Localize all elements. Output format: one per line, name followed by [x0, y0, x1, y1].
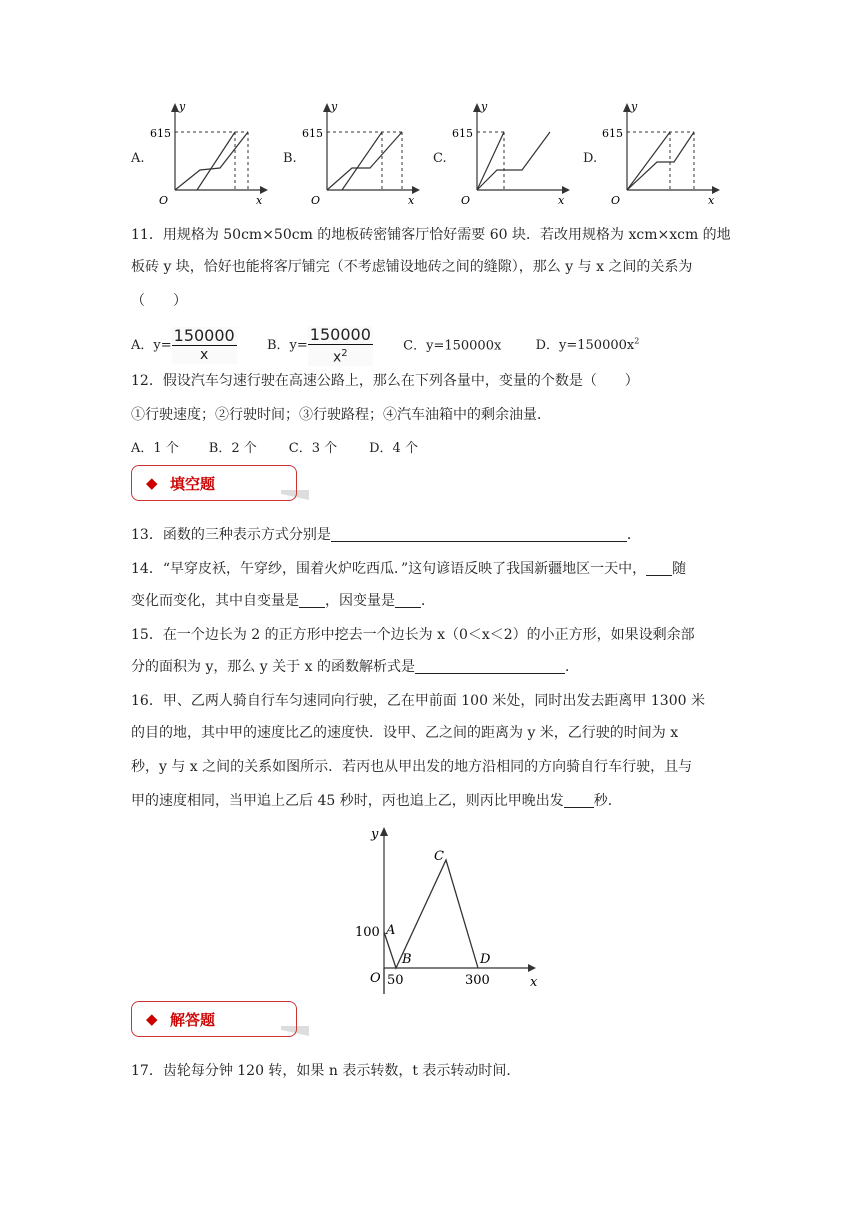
q13: 13．函数的三种表示方式分别是 ． — [131, 527, 641, 543]
q16-line4: 甲的速度相同，当甲追上乙后 45 秒时，丙也追上乙，则丙比甲晚出发 秒． — [131, 793, 622, 809]
option-b-graph — [302, 100, 422, 210]
tick-100: 100 — [355, 925, 380, 940]
q12-options — [131, 438, 418, 460]
q11-option-b: B．y= $\frac{150000}{x^2}$ — [267, 324, 371, 366]
section-title: 解答题 — [170, 1011, 216, 1029]
answer-blank[interactable] — [564, 791, 594, 808]
section-fill-header — [131, 465, 297, 501]
q11-option-c: C．y=150000x — [403, 338, 502, 354]
answer-blank[interactable] — [331, 525, 627, 542]
q11-options — [131, 322, 639, 366]
q12-option-d: D．4 个 — [369, 441, 418, 456]
svg-text:O: O — [311, 194, 321, 207]
answer-blank[interactable] — [395, 591, 421, 608]
diamond-icon: ◆ — [146, 1010, 158, 1028]
option-c-label: C. — [433, 151, 447, 166]
point-c: C — [434, 849, 444, 864]
svg-text:O: O — [461, 194, 471, 207]
q14-line2: 变化而变化，其中自变量是 ，因变量是 ． — [131, 593, 435, 609]
svg-text:615: 615 — [302, 127, 323, 140]
svg-text:x: x — [408, 194, 415, 207]
origin-label: O — [159, 194, 169, 207]
option-d-graph — [602, 100, 722, 210]
q11-line2: 板砖 y 块，恰好也能将客厅铺完（不考虑铺设地砖之间的缝隙），那么 y 与 x 之间的关系为 — [131, 259, 693, 275]
svg-text:O: O — [611, 194, 621, 207]
origin-label: O — [370, 971, 381, 986]
q17: 17．齿轮每分钟 120 转，如果 n 表示转数，t 表示转动时间． — [131, 1063, 521, 1079]
tick-label: 615 — [150, 127, 171, 140]
option-c-graph — [452, 100, 572, 210]
axis-y-label: y — [371, 827, 379, 842]
option-d-label: D. — [583, 151, 598, 166]
point-a: A — [386, 923, 396, 938]
option-a-label: A. — [131, 151, 145, 166]
section-title: 填空题 — [170, 475, 216, 493]
q12-line1: 12．假设汽车匀速行驶在高速公路上，那么在下列各量中，变量的个数是（ ） — [131, 373, 639, 389]
svg-text:y: y — [331, 100, 338, 113]
svg-text:615: 615 — [602, 127, 623, 140]
answer-blank[interactable] — [415, 657, 565, 674]
svg-text:615: 615 — [452, 127, 473, 140]
svg-text:y: y — [631, 100, 638, 113]
axis-y-label: y — [179, 100, 186, 113]
q12-option-a: A．1 个 — [131, 441, 179, 456]
tick-50: 50 — [387, 973, 404, 988]
q11-option-a: A．y= $\frac{150000}{x}$ — [131, 326, 235, 364]
q11-option-d: D．$y=150000x^2$ — [535, 337, 640, 354]
q16-line1: 16．甲、乙两人骑自行车匀速同向行驶，乙在甲前面 100 米处，同时出发去距离甲 1300 米 — [131, 693, 705, 709]
svg-text:y: y — [481, 100, 488, 113]
point-b: B — [402, 952, 412, 967]
svg-text:x: x — [708, 194, 715, 207]
q11-line3: （ ） — [131, 293, 187, 309]
svg-text:x: x — [558, 194, 565, 207]
axis-x-label: x — [530, 975, 538, 990]
axis-x-label: x — [256, 194, 263, 207]
q12-option-b: B．2 个 — [208, 441, 257, 456]
q11-line1: 11．用规格为 50cm×50cm 的地板砖密铺客厅恰好需要 60 块．若改用规格为 xcm×xcm 的地 — [131, 227, 731, 243]
answer-blank[interactable] — [299, 591, 325, 608]
answer-blank[interactable] — [646, 559, 672, 576]
point-d: D — [480, 952, 491, 967]
q16-line2: 的目的地，其中甲的速度比乙的速度快．设甲、乙之间的距离为 y 米，乙行驶的时间为 x — [131, 725, 679, 741]
q15-line1: 15．在一个边长为 2 的正方形中挖去一个边长为 x（0＜x＜2）的小正方形，如果设剩余部 — [131, 627, 695, 643]
section-answer-header — [131, 1001, 297, 1037]
tick-300: 300 — [465, 973, 490, 988]
q16-graph — [350, 822, 546, 996]
q12-line2: ①行驶速度；②行驶时间；③行驶路程；④汽车油箱中的剩余油量． — [131, 407, 551, 423]
diamond-icon: ◆ — [146, 474, 158, 492]
q15-line2: 分的面积为 y，那么 y 关于 x 的函数解析式是 ． — [131, 659, 579, 675]
q14-line1: 14．“早穿皮袄，午穿纱，围着火炉吃西瓜．”这句谚语反映了我国新疆地区一天中， 随 — [131, 561, 687, 577]
option-a-graph — [150, 100, 270, 210]
option-b-label: B. — [283, 151, 297, 166]
q12-option-c: C．3 个 — [288, 441, 338, 456]
q16-line3: 秒，y 与 x 之间的关系如图所示．若丙也从甲出发的地方沿相同的方向骑自行车行驶，且与 — [131, 759, 693, 775]
